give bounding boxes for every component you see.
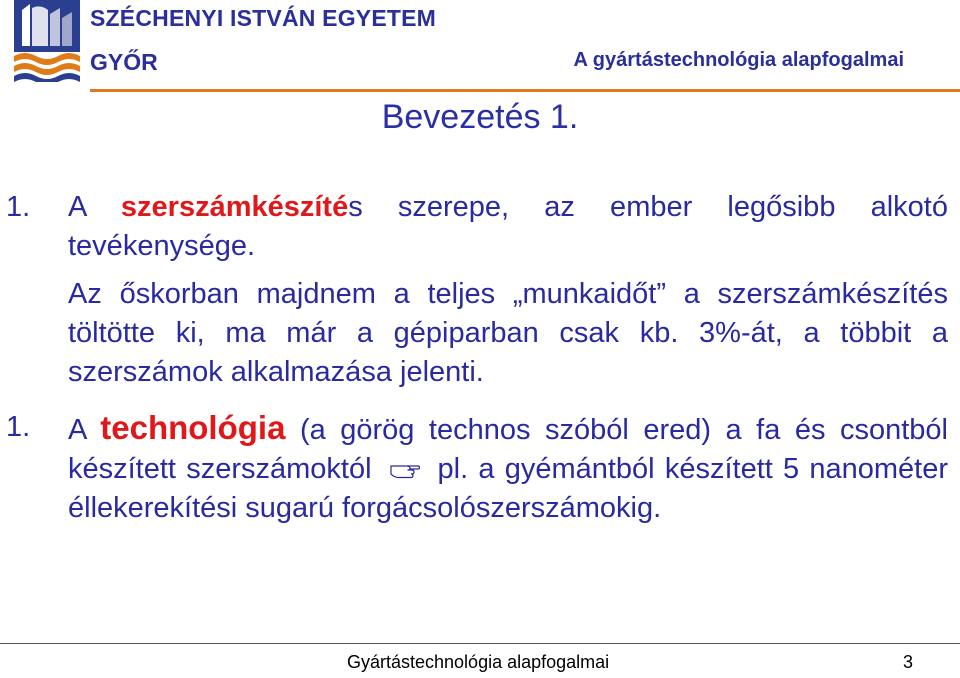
paragraph [68, 275, 948, 392]
course-title: A gyártástechnológia alapfogalmai [573, 49, 904, 71]
item-number: 1. [6, 411, 31, 443]
footer-title: Gyártástechnológia alapfogalmai [347, 652, 610, 672]
item-text: pl. a gyémántból készített 5 nanométer éllekerekítési sugarú forgácsolószerszámokig. [68, 453, 948, 524]
item-lead: A [68, 414, 101, 446]
item-lead: A [68, 191, 121, 223]
header-divider [90, 89, 960, 92]
university-logo [14, 0, 80, 82]
highlight-term: technológia [100, 409, 286, 446]
university-city: GYŐR [90, 49, 158, 75]
list-item [6, 188, 948, 266]
pointing-hand-icon [390, 461, 420, 479]
item-number: 1. [6, 191, 31, 223]
slide-header [0, 0, 960, 90]
paragraph-text: Az őskorban majdnem a teljes „munkaidőt” a szerszámkészítés töltötte ki, ma már a gépiparban csak kb. 3%-át, a többit a szerszámok alkalmazása jelenti. [68, 278, 948, 388]
list-item [6, 408, 948, 528]
page-number: 3 [903, 652, 914, 672]
slide-title: Bevezetés 1. [381, 98, 579, 136]
highlight-term: szerszámkészíté [120, 191, 349, 223]
item-text: s szerepe, az ember legősibb alkotó tevékenysége. [68, 191, 948, 262]
footer-divider [0, 643, 960, 644]
item-text: (a görög technos szóból ered) a fa és csontból készített szerszámoktól [68, 414, 948, 485]
university-name: SZÉCHENYI ISTVÁN EGYETEM [90, 5, 437, 31]
